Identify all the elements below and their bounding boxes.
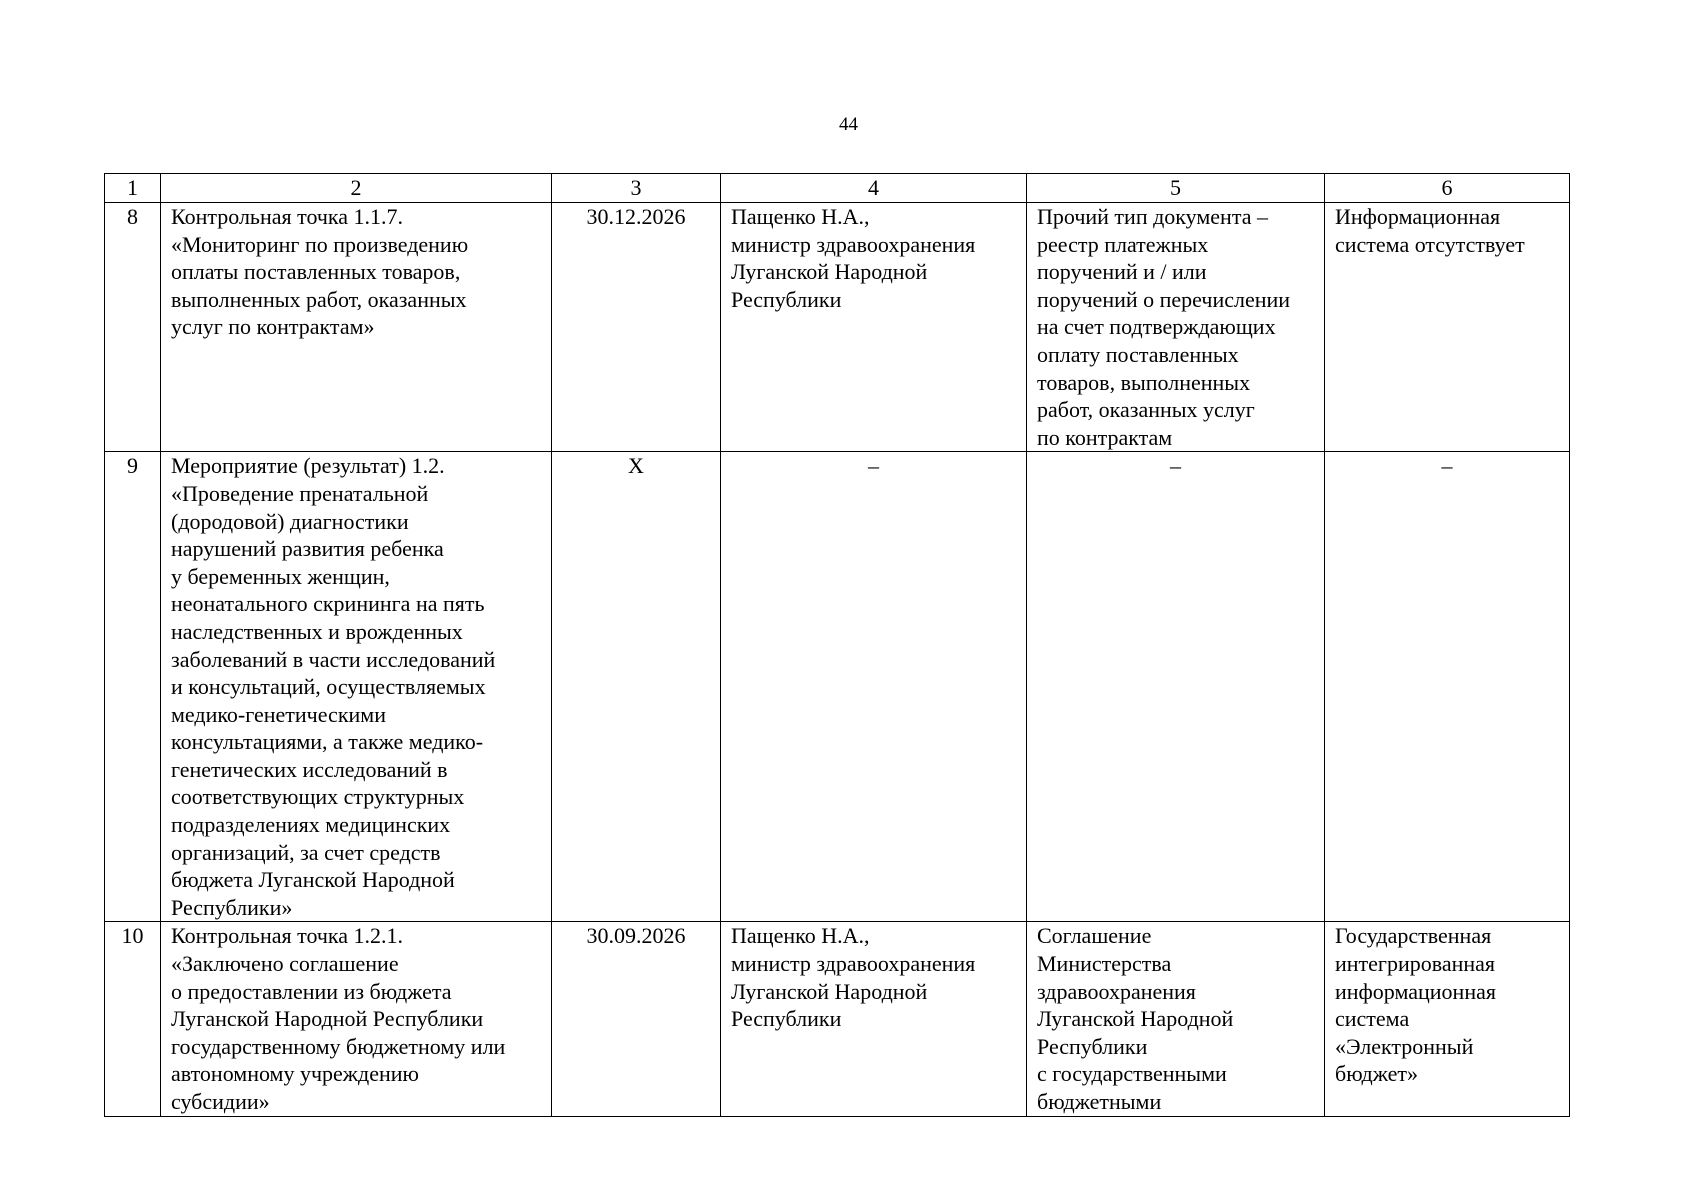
row-system-cell (1325, 203, 1570, 452)
column-header-1: 1 (105, 174, 161, 203)
row-name-cell (161, 203, 552, 452)
row-responsible: – (721, 452, 1027, 922)
control-points-table (104, 173, 1570, 1117)
row-system-cell (1325, 922, 1570, 1116)
row-document-cell (1027, 203, 1325, 452)
row-name-cell (161, 922, 552, 1116)
row-system: Государственная интегрированная информационная система «Электронный бюджет» (1335, 923, 1496, 1087)
table-row (105, 203, 1570, 452)
row-document: Соглашение Министерства здравоохранения Луганской Народной Республики с государственными бюджетными (1037, 923, 1234, 1114)
row-responsible-cell (721, 922, 1027, 1116)
row-name: Контрольная точка 1.1.7. «Мониторинг по произведению оплаты поставленных товаров, выполненных работ, оказанных услуг по контрактам» (171, 204, 469, 340)
row-date: 30.12.2026 (552, 203, 721, 452)
row-number: 8 (105, 203, 161, 452)
row-system: Информационная система отсутствует (1335, 204, 1525, 257)
row-name: Контрольная точка 1.2.1. «Заключено соглашение о предоставлении из бюджета Луганской Народной Республики государственному бюджетному или автономному учреждению субсидии» (171, 923, 506, 1114)
row-number: 10 (105, 922, 161, 1116)
column-header-5: 5 (1027, 174, 1325, 203)
column-header-6: 6 (1325, 174, 1570, 203)
row-document: – (1027, 452, 1325, 922)
table-header-row (105, 174, 1570, 203)
row-number: 9 (105, 452, 161, 922)
row-document-cell (1027, 922, 1325, 1116)
row-responsible-cell (721, 203, 1027, 452)
table-row (105, 452, 1570, 922)
column-header-3: 3 (552, 174, 721, 203)
row-date: X (552, 452, 721, 922)
row-responsible: Пащенко Н.А., министр здравоохранения Луганской Народной Республики (731, 204, 976, 312)
row-system: – (1325, 452, 1570, 922)
page-number: 44 (839, 114, 858, 135)
column-header-4: 4 (721, 174, 1027, 203)
table-row (105, 922, 1570, 1116)
row-date: 30.09.2026 (552, 922, 721, 1116)
row-document: Прочий тип документа – реестр платежных поручений и / или поручений о перечислении на счет подтверждающих оплату поставленных товаров, выполненных работ, оказанных услуг по контрактам (1037, 204, 1291, 450)
row-name-cell (161, 452, 552, 922)
row-responsible: Пащенко Н.А., министр здравоохранения Луганской Народной Республики (731, 923, 976, 1032)
row-name: Мероприятие (результат) 1.2. «Проведение пренатальной (дородовой) диагностики нарушений развития ребенка у беременных женщин, неонатального скрининга на пять наследственных и врожденных заболеваний в части исследований и консультаций, осуществляемых медико-генетическими консультациями, а также медико- генетических исследований в соответствующих структурных подразделениях медицинских организаций, за счет средств бюджета Луганской Народной Республики» (171, 453, 496, 920)
column-header-2: 2 (161, 174, 552, 203)
